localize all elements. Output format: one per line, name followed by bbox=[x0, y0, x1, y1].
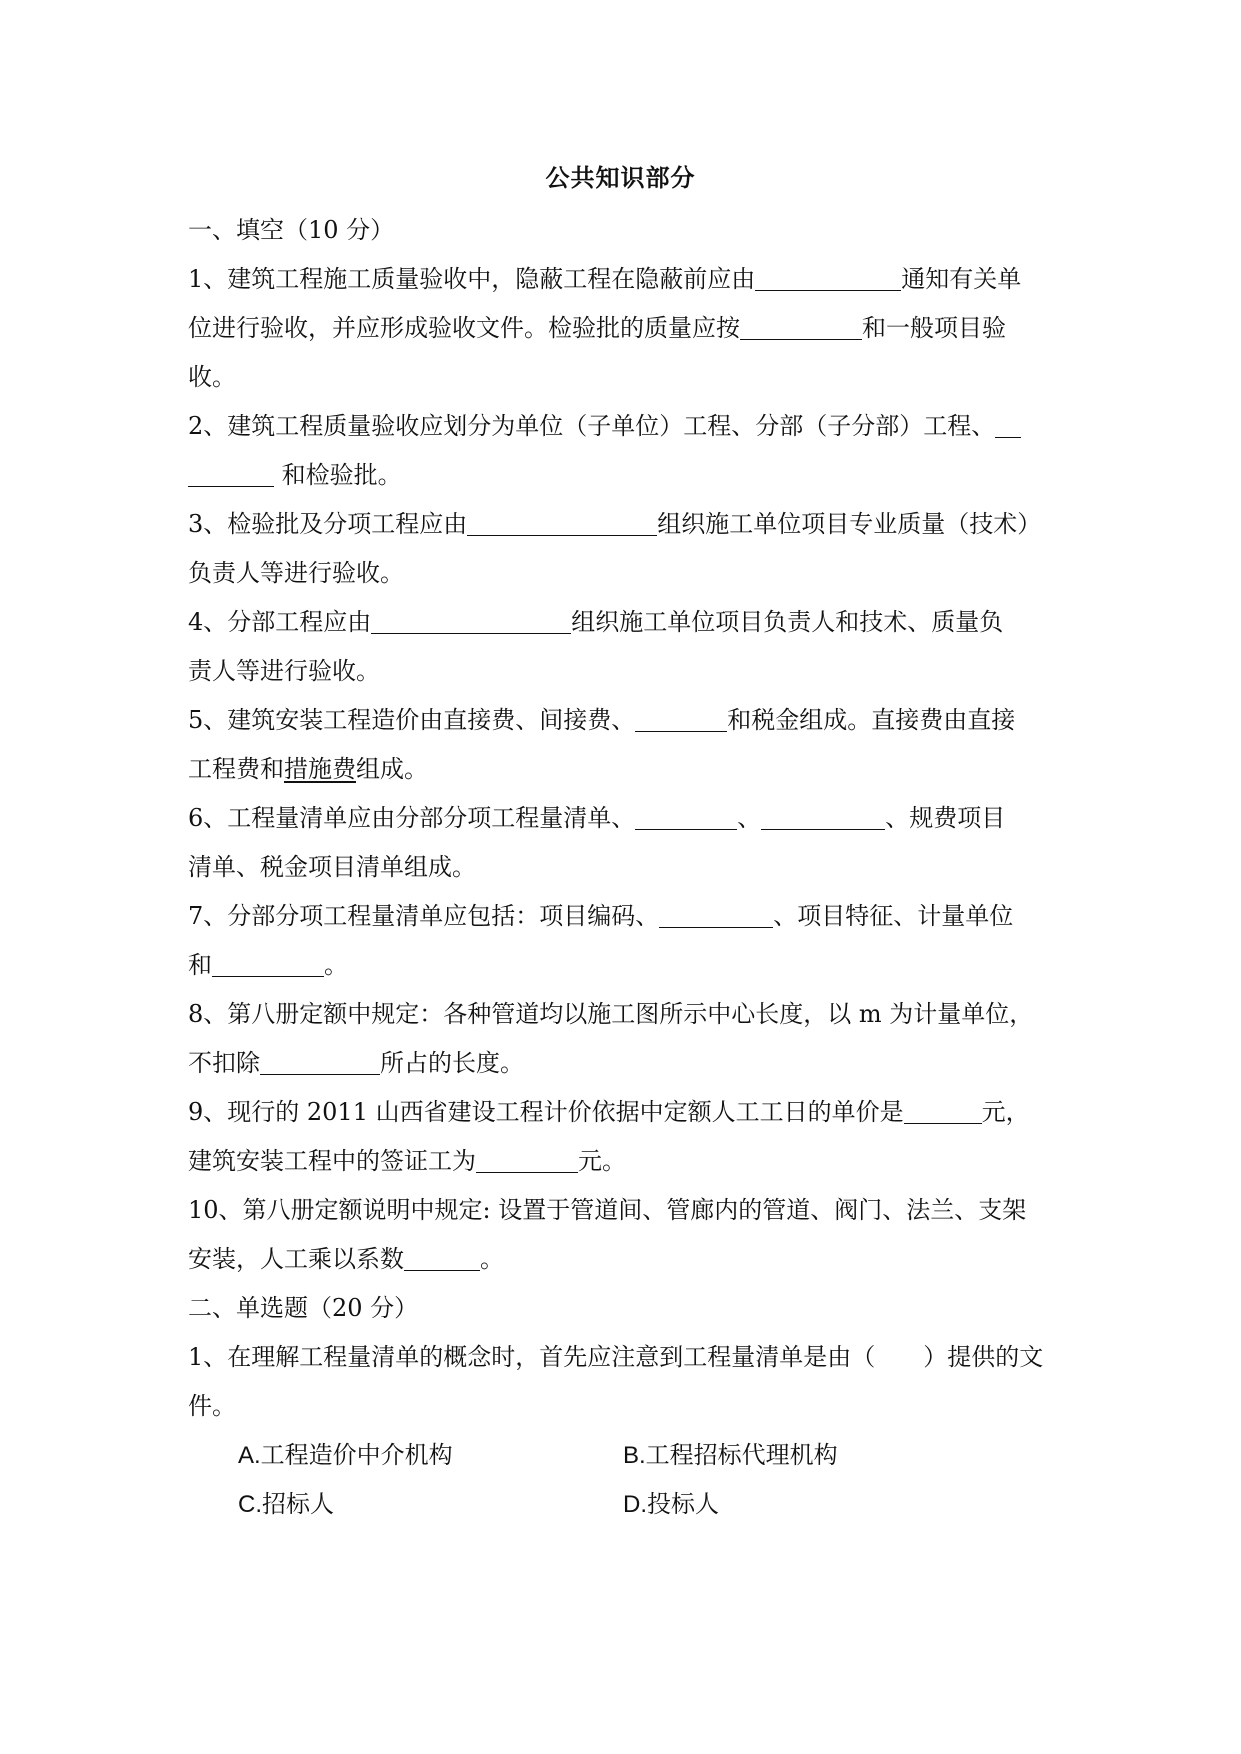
question-single-1 bbox=[188, 1333, 1068, 1529]
question-fill-5 bbox=[188, 696, 1068, 794]
answer-blank[interactable] bbox=[635, 803, 737, 830]
question-text: 和一般项目验 bbox=[862, 314, 1006, 342]
section-heading-fill: 一、填空（10 分） bbox=[188, 216, 395, 244]
option-c[interactable]: C.招标人 bbox=[238, 1491, 334, 1518]
answer-blank[interactable] bbox=[371, 607, 571, 634]
question-text: 、 bbox=[737, 804, 762, 832]
question-text: 10、第八册定额说明中规定: 设置于管道间、管廊内的管道、阀门、法兰、支架 bbox=[188, 1196, 1027, 1224]
underlined-term: 措施费 bbox=[284, 755, 356, 783]
question-text: 5、建筑安装工程造价由直接费、间接费、 bbox=[188, 706, 636, 734]
answer-blank[interactable] bbox=[476, 1146, 578, 1173]
question-fill-2 bbox=[188, 402, 1068, 500]
answer-blank[interactable] bbox=[260, 1048, 380, 1075]
question-text: 7、分部分项工程量清单应包括：项目编码、 bbox=[188, 902, 660, 930]
answer-blank[interactable] bbox=[635, 705, 727, 732]
question-fill-6 bbox=[188, 794, 1068, 892]
answer-blank[interactable] bbox=[761, 803, 885, 830]
answer-blank[interactable] bbox=[467, 509, 657, 536]
page-title: 公共知识部分 bbox=[545, 163, 696, 192]
question-text: 1、在理解工程量清单的概念时，首先应注意到工程量清单是由（ ）提供的文 bbox=[188, 1343, 1044, 1371]
question-fill-4 bbox=[188, 598, 1068, 696]
question-text: 不扣除 bbox=[188, 1049, 260, 1077]
question-text: 清单、税金项目清单组成。 bbox=[188, 853, 476, 881]
question-text: 收。 bbox=[188, 363, 236, 391]
question-text: 元， bbox=[981, 1098, 1030, 1126]
question-text: 件。 bbox=[188, 1392, 236, 1420]
question-text: 组成。 bbox=[356, 755, 428, 783]
question-text: 组织施工单位项目负责人和技术、质量负 bbox=[571, 608, 1004, 636]
question-fill-1 bbox=[188, 255, 1068, 402]
question-text: 1、建筑工程施工质量验收中，隐蔽工程在隐蔽前应由 bbox=[188, 265, 756, 293]
question-fill-10 bbox=[188, 1186, 1068, 1284]
answer-blank[interactable] bbox=[755, 264, 901, 291]
document-body bbox=[188, 206, 1068, 1529]
question-text: 组织施工单位项目专业质量（技术） bbox=[657, 510, 1042, 538]
option-a[interactable]: A.工程造价中介机构 bbox=[238, 1442, 453, 1469]
question-text: 和 bbox=[188, 951, 212, 979]
question-text: 元。 bbox=[578, 1147, 626, 1175]
question-text: 工程费和 bbox=[188, 755, 284, 783]
question-text: 。 bbox=[324, 951, 348, 979]
question-text: 和检验批。 bbox=[281, 461, 402, 489]
answer-blank[interactable] bbox=[740, 313, 862, 340]
question-text: 通知有关单 bbox=[901, 265, 1022, 293]
option-b[interactable]: B.工程招标代理机构 bbox=[623, 1442, 838, 1469]
question-fill-8 bbox=[188, 990, 1068, 1088]
answer-blank[interactable] bbox=[212, 950, 324, 977]
question-text: 和税金组成。直接费由直接 bbox=[727, 706, 1016, 734]
answer-blank[interactable] bbox=[188, 460, 274, 487]
question-text: 6、工程量清单应由分部分项工程量清单、 bbox=[188, 804, 636, 832]
question-text: 3、检验批及分项工程应由 bbox=[188, 510, 468, 538]
question-text: 4、分部工程应由 bbox=[188, 608, 372, 636]
answer-blank[interactable] bbox=[404, 1244, 480, 1271]
question-text: 位进行验收，并应形成验收文件。检验批的质量应按 bbox=[188, 314, 740, 342]
question-text: 9、现行的 2011 山西省建设工程计价依据中定额人工工日的单价是 bbox=[188, 1098, 904, 1126]
question-text: 负责人等进行验收。 bbox=[188, 559, 404, 587]
answer-blank[interactable] bbox=[904, 1097, 982, 1124]
question-text: 所占的长度。 bbox=[380, 1049, 524, 1077]
question-text: 建筑安装工程中的签证工为 bbox=[188, 1147, 476, 1175]
answer-blank[interactable] bbox=[995, 411, 1021, 438]
question-fill-7 bbox=[188, 892, 1068, 990]
question-text: 。 bbox=[480, 1245, 504, 1273]
question-text: 、规费项目 bbox=[885, 804, 1006, 832]
question-text: 、项目特征、计量单位 bbox=[773, 902, 1014, 930]
question-text: 2、建筑工程质量验收应划分为单位（子单位）工程、分部（子分部）工程、 bbox=[188, 412, 996, 440]
question-fill-3 bbox=[188, 500, 1068, 598]
section-heading-single: 二、单选题（20 分） bbox=[188, 1294, 419, 1322]
question-text: 安装，人工乘以系数 bbox=[188, 1245, 404, 1273]
question-fill-9 bbox=[188, 1088, 1068, 1186]
option-d[interactable]: D.投标人 bbox=[623, 1491, 719, 1518]
answer-blank[interactable] bbox=[659, 901, 773, 928]
question-text: 8、第八册定额中规定：各种管道均以施工图所示中心长度，以 m 为计量单位， bbox=[188, 1000, 1034, 1028]
question-text: 责人等进行验收。 bbox=[188, 657, 380, 685]
